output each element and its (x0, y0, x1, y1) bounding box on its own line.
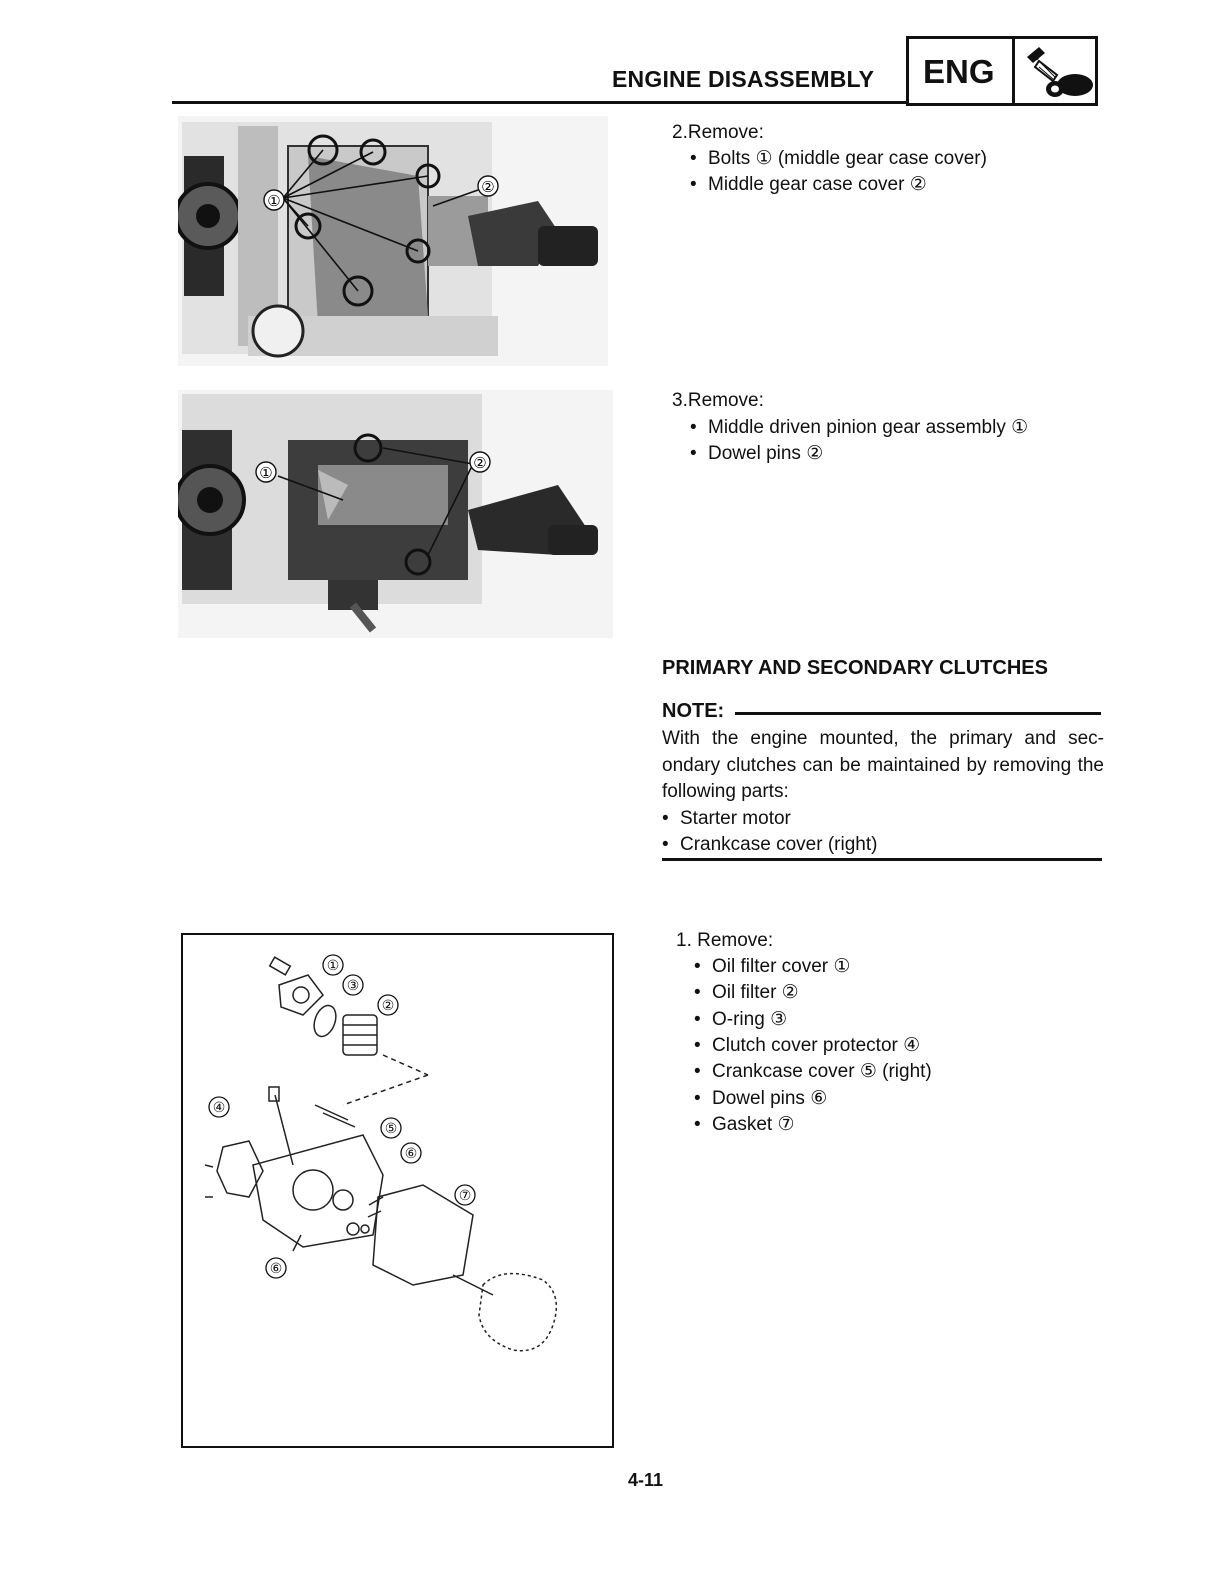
page-number: 4-11 (628, 1470, 664, 1490)
note-item-2: • Crankcase cover (right) (662, 834, 878, 855)
diagram-callout-6b: ⑥ (269, 1260, 283, 1276)
step1-item-6: • Dowel pins ⑥ (694, 1088, 828, 1109)
note-rule (735, 712, 1101, 715)
step1-item-1: • Oil filter cover ① (694, 956, 851, 977)
step1-item-4: • Clutch cover protector ④ (694, 1035, 921, 1056)
photo2-callout-1: ① (259, 465, 273, 482)
note-item-1: • Starter motor (662, 807, 791, 829)
diagram-callout-4: ④ (212, 1099, 226, 1115)
step1-item-7: • Gasket ⑦ (694, 1114, 795, 1135)
note-label: NOTE: (662, 700, 725, 722)
photo1-callout-1: ① (267, 193, 281, 210)
exploded-diagram (181, 933, 614, 1448)
step2-item-1: • Bolts ① (middle gear case cover) (690, 148, 987, 169)
page-title: ENGINE DISASSEMBLY (612, 66, 875, 92)
step3-item-2: • Dowel pins ② (690, 443, 824, 464)
photo2-callout-2: ② (473, 455, 487, 472)
badge-divider (1012, 39, 1015, 103)
photo1-callout-2: ② (481, 179, 495, 196)
section-badge (906, 36, 1098, 106)
photo-middle-gear-case (178, 116, 608, 366)
badge-label: ENG (923, 53, 995, 90)
step3-item-1: • Middle driven pinion gear assembly ① (690, 417, 1029, 438)
step2-item-2: • Middle gear case cover ② (690, 174, 927, 195)
step2-label: 2.Remove: (672, 122, 764, 143)
engine-wrench-icon (1019, 43, 1095, 101)
diagram-callout-7: ⑦ (458, 1187, 472, 1203)
note-text: With the engine mounted, the primary and sec-ondary clutches can be maintained by removing the following parts: (662, 728, 1104, 802)
diagram-callout-6a: ⑥ (404, 1145, 418, 1161)
diagram-callout-1: ① (326, 957, 340, 973)
section-heading: PRIMARY AND SECONDARY CLUTCHES (662, 657, 1048, 679)
diagram-callout-3: ③ (346, 977, 360, 993)
photo-middle-driven-pinion (178, 390, 613, 638)
diagram-callout-2: ② (381, 997, 395, 1013)
step1-item-2: • Oil filter ② (694, 982, 799, 1003)
step1-item-5: • Crankcase cover ⑤ (right) (694, 1061, 932, 1082)
header-rule (172, 101, 906, 104)
step1-item-3: • O-ring ③ (694, 1009, 788, 1030)
diagram-callout-5: ⑤ (384, 1120, 398, 1136)
note-bottom-rule (662, 858, 1102, 861)
step3-label: 3.Remove: (672, 390, 764, 411)
step1-label: 1. Remove: (676, 930, 774, 951)
note-body (662, 726, 1104, 859)
